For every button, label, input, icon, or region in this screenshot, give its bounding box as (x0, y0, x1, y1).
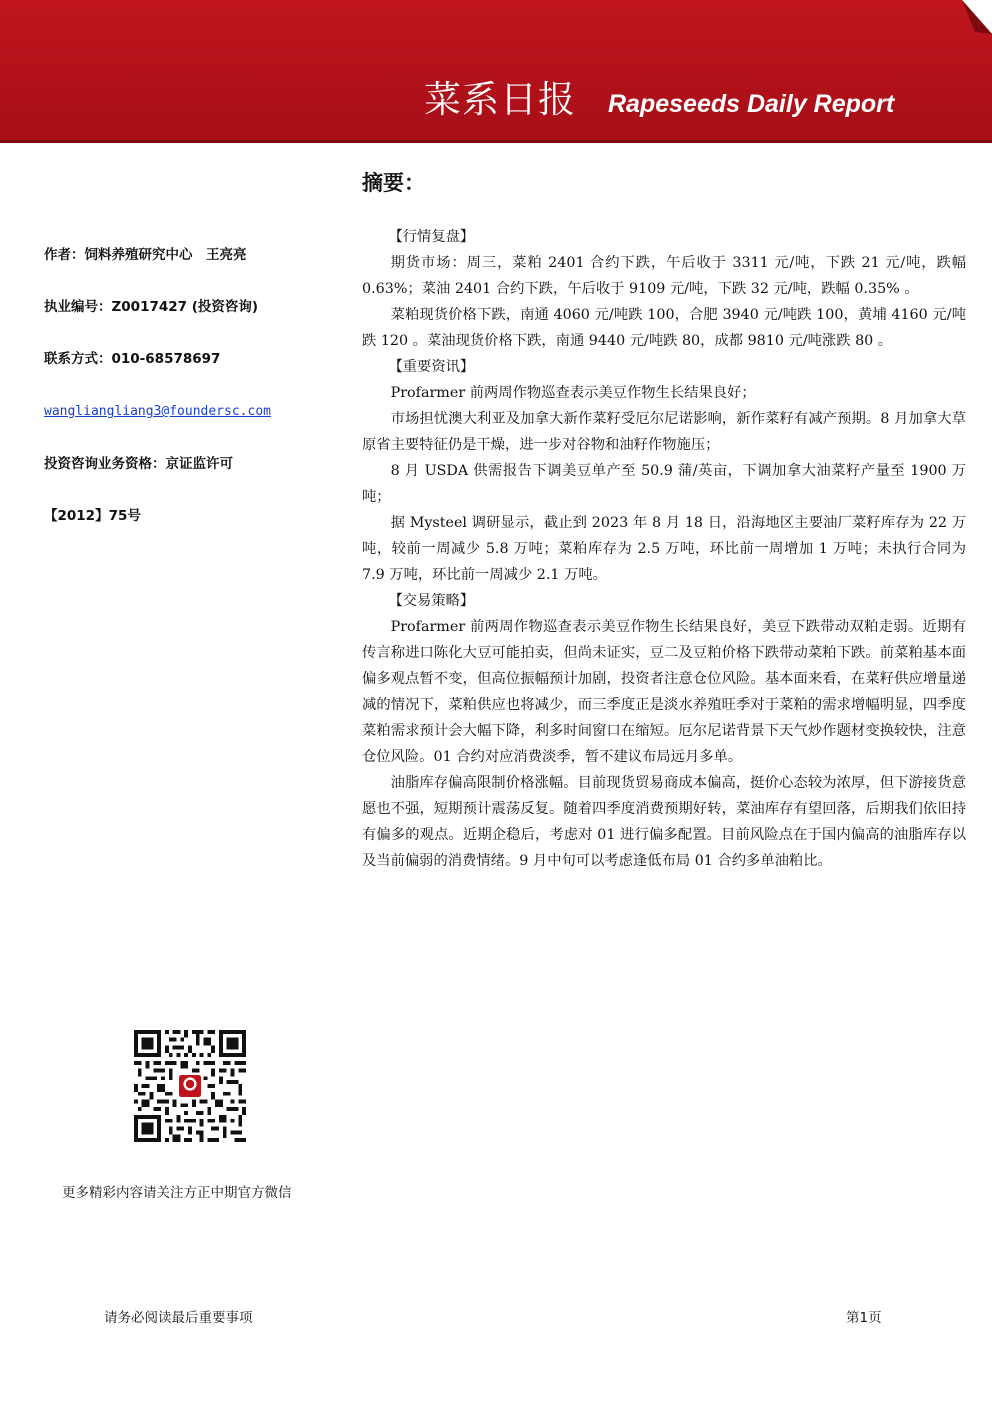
footer-notice: 请务必阅读最后重要事项 (104, 1310, 253, 1326)
author-email-link[interactable]: wangliangliang3@foundersc.com (44, 404, 271, 419)
summary-body (362, 224, 966, 874)
body-paragraph: 市场担忧澳大利亚及加拿大新作菜籽受厄尔尼诺影响，新作菜籽有减产预期。8 月加拿大草原省主要特征仍是干燥，进一步对谷物和油籽作物施压； (362, 411, 966, 453)
wechat-qr-code (134, 1030, 246, 1142)
summary-heading: 摘要： (362, 171, 425, 195)
license-number: 执业编号：Z0017427 (投资咨询) (44, 299, 259, 315)
body-paragraph: Profarmer 前两周作物巡查表示美豆作物生长结果良好； (390, 385, 756, 401)
section-heading: 【交易策略】 (388, 593, 475, 609)
body-paragraph: 8 月 USDA 供需报告下调美豆单产至 50.9 蒲/英亩，下调加拿大油菜籽产量至 1900 万吨； (362, 463, 966, 505)
body-paragraph: 据 Mysteel 调研显示，截止到 2023 年 8 月 18 日，沿海地区主要油厂菜籽库存为 22 万吨，较前一周减少 5.8 万吨；菜粕库存为 2.5 万吨，环比前一周增加 1 万吨；未执行合同为 7.9 万吨，环比前一周减少 2.1 万吨。 (362, 515, 966, 583)
body-paragraph: 期货市场：周三，菜粕 2401 合约下跌，午后收于 3311 元/吨，下跌 21 元/吨，跌幅 0.63%；菜油 2401 合约下跌，午后收于 9109 元/吨，下跌 32 元/吨，跌幅 0.35% 。 (362, 255, 966, 297)
body-paragraph: Profarmer 前两周作物巡查表示美豆作物生长结果良好，美豆下跌带动双粕走弱。近期有传言称进口陈化大豆可能拍卖，但尚未证实，豆二及豆粕价格下跌带动菜粕下跌。前菜粕基本面偏多观点暂不变，但高位振幅预计加剧，投资者注意仓位风险。基本面来看，在菜籽供应增量递减的情况下，菜粕供应也将减少，而三季度正是淡水养殖旺季对于菜粕的需求增幅明显，四季度菜粕需求预计会大幅下降，利多时间窗口在缩短。厄尔尼诺背景下天气炒作题材变换较快，注意仓位风险。01 合约对应消费淡季，暂不建议布局远月多单。 (362, 619, 966, 765)
qr-caption: 更多精彩内容请关注方正中期官方微信 (62, 1185, 292, 1201)
report-title-chinese: 菜系日报 (424, 78, 576, 121)
qualification-line: 投资咨询业务资格：京证监许可 (44, 456, 233, 472)
page-number: 第1页 (846, 1310, 882, 1326)
report-title-english: Rapeseeds Daily Report (608, 90, 895, 118)
body-paragraph: 油脂库存偏高限制价格涨幅。目前现货贸易商成本偏高，挺价心态较为浓厚，但下游接货意愿也不强，短期预计震荡反复。随着四季度消费预期好转，菜油库存有望回落，后期我们依旧持有偏多的观点。近期企稳后，考虑对 01 进行偏多配置。目前风险点在于国内偏高的油脂库存以及当前偏弱的消费情绪。9 月中旬可以考虑逢低布局 01 合约多单油粕比。 (362, 775, 966, 869)
header-banner (0, 0, 992, 143)
contact-phone: 联系方式：010-68578697 (44, 351, 221, 367)
section-heading: 【行情复盘】 (388, 229, 475, 245)
author-line: 作者：饲料养殖研究中心 王亮亮 (44, 247, 247, 263)
qualification-number: 【2012】75号 (44, 508, 141, 524)
section-heading: 【重要资讯】 (388, 359, 475, 375)
body-paragraph: 菜粕现货价格下跌，南通 4060 元/吨跌 100，合肥 3940 元/吨跌 100，黄埔 4160 元/吨跌 120 。菜油现货价格下跌，南通 9440 元/吨跌 80，成都 9810 元/吨涨跌 80 。 (362, 307, 966, 349)
